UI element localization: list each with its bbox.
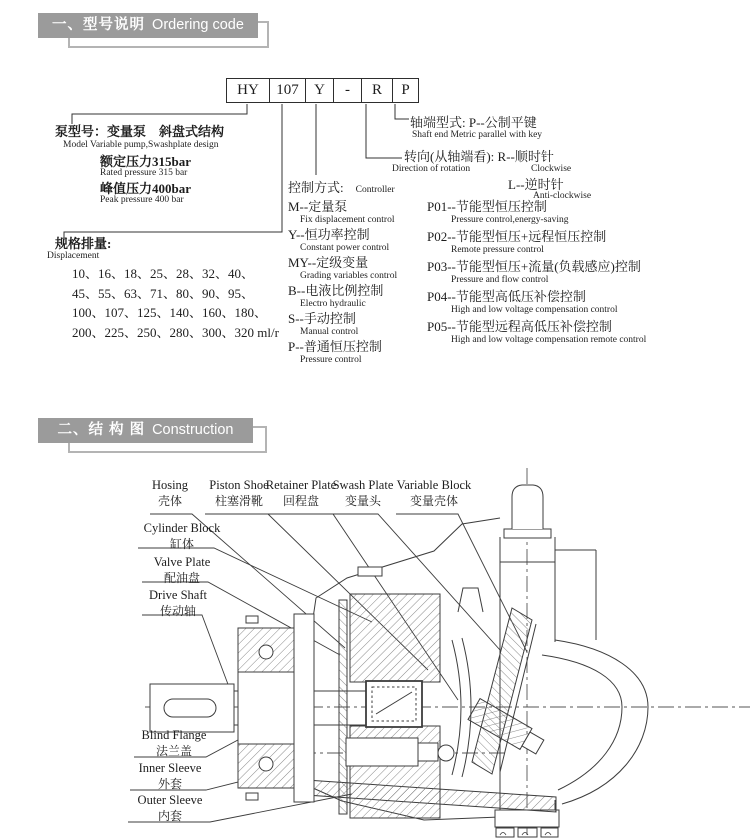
- variable-head-inner: [542, 655, 622, 790]
- model-line-en: Model Variable pump,Swashplate design: [63, 140, 219, 150]
- piston-head: [418, 743, 438, 761]
- bearing-ball: [259, 757, 273, 771]
- code-box-y: Y: [306, 78, 334, 103]
- controller-item: S--手动控制 Manual control: [288, 311, 359, 337]
- spline-block: [366, 681, 422, 727]
- code-box-dash: -: [334, 78, 362, 103]
- displacement-line: 100、107、125、140、160、180、: [72, 305, 268, 320]
- label-cylinder-block: Cylinder Block 缸体: [143, 521, 221, 551]
- displacement-values: [72, 264, 279, 342]
- label-outer-sleeve: Outer Sleeve 内套: [137, 793, 203, 823]
- controller-title-en: Controller: [355, 185, 395, 195]
- anticlockwise-cn: L--逆时针: [508, 177, 564, 192]
- controller-title-cn: 控制方式:: [288, 180, 344, 195]
- column-cap: [512, 485, 543, 529]
- section1-header: [38, 13, 258, 38]
- controller-item: B--电液比例控制 Electro hydraulic: [288, 283, 384, 309]
- shaft-end-cn: 轴端型式: P--公制平键: [410, 115, 537, 130]
- rotation-cn: 转向(从轴端看): R--顺时针: [404, 149, 554, 164]
- section2-header: [38, 418, 253, 443]
- controller-item: M--定量泵 Fix displacement control: [288, 199, 395, 225]
- column-base: [495, 810, 559, 827]
- column-flange: [504, 529, 551, 538]
- peak-pressure-en: Peak pressure 400 bar: [100, 195, 184, 205]
- foot: [496, 828, 514, 837]
- piston-body: [346, 738, 418, 766]
- controller-item: MY--定级变量 Grading variables control: [288, 255, 398, 281]
- swash-plate-part: [472, 608, 532, 774]
- displacement-line: 200、225、250、280、300、320 ml/r: [72, 324, 279, 340]
- bearing-ball: [259, 645, 273, 659]
- housing-step: [358, 567, 382, 576]
- anticlockwise-en: Anti-clockwise: [533, 191, 592, 201]
- controller-p-list: [427, 198, 646, 348]
- bolt: [246, 616, 258, 623]
- controller-item: Y--恒功率控制 Constant power control: [288, 227, 390, 253]
- label-hosing: Hosing 壳体: [151, 478, 189, 508]
- foot: [518, 828, 537, 837]
- model-line-cn: 泵型号：变量泵 斜盘式结构: [55, 124, 225, 139]
- displacement-line: 45、55、63、71、80、90、95、: [72, 285, 255, 301]
- foot-marks: [500, 833, 551, 836]
- housing-lug: [458, 588, 483, 612]
- controller-p-item: P02--节能型恒压+远程恒压控制 Remote pressure control: [427, 229, 607, 255]
- valve-plate-part: [339, 600, 347, 814]
- rotation-en: Direction of rotation: [392, 164, 471, 174]
- code-box-r: R: [362, 78, 393, 103]
- peak-pressure-cn: 峰值压力400bar: [100, 181, 192, 196]
- label-drive-shaft: Drive Shaft 传动轴: [149, 588, 207, 618]
- controller-item: P--普通恒压控制 Pressure control: [288, 339, 382, 365]
- bolt: [246, 793, 258, 800]
- rated-pressure-en: Rated pressure 315 bar: [100, 168, 188, 178]
- variable-head-dome: [555, 640, 648, 804]
- pump-cross-section-diagram: [0, 460, 750, 838]
- drive-shaft-end: [150, 684, 234, 732]
- foot: [541, 828, 558, 837]
- section2-title-en: Construction: [152, 422, 234, 438]
- displacement-title-en: Displacement: [47, 251, 100, 261]
- label-swash-plate: Swash Plate 变量头: [332, 478, 394, 508]
- controller-p-item: P03--节能型恒压+流量(负载感应)控制 Pressure and flow control: [427, 259, 641, 285]
- rated-pressure-cn: 额定压力315bar: [100, 154, 192, 169]
- section1-title-en: Ordering code: [152, 17, 244, 33]
- code-box-hy: HY: [226, 78, 270, 103]
- section2-title-cn: 二、结 构 图: [57, 422, 146, 438]
- clockwise-en: Clockwise: [531, 164, 572, 174]
- piston-shoe-ball: [438, 745, 454, 761]
- shaft-end-en: Shaft end Metric parallel with key: [412, 130, 543, 140]
- retainer-plate-part: [452, 638, 471, 777]
- label-blind-flange: Blind Flange 法兰盖: [141, 728, 207, 758]
- label-piston-shoe: Piston Shoe 柱塞滑靴: [209, 478, 269, 508]
- label-inner-sleeve: Inner Sleeve 外套: [138, 761, 202, 791]
- label-variable-block: Variable Block 变量壳体: [396, 478, 472, 508]
- displacement-title-cn: 规格排量:: [55, 236, 112, 251]
- controller-p-item: P04--节能型高低压补偿控制 High and low voltage compensation control: [427, 289, 618, 315]
- label-valve-plate: Valve Plate 配油盘: [153, 555, 211, 585]
- section1-title-cn: 一、型号说明: [52, 17, 146, 33]
- cylinder-block-upper: [350, 594, 440, 682]
- controller-p-item: P05--节能型远程高低压补偿控制 High and low voltage compensation remote control: [427, 319, 647, 345]
- ordering-code-boxes: [226, 78, 419, 103]
- code-box-p: P: [393, 78, 419, 103]
- label-retainer-plate: Retainer Plate 回程盘: [265, 478, 337, 508]
- controller-title: [288, 177, 395, 197]
- controller-p-item: P01--节能型恒压控制 Pressure control,energy-saving: [427, 199, 569, 225]
- controller-list: [288, 198, 397, 366]
- code-box-107: 107: [270, 78, 306, 103]
- flange-ring: [294, 614, 314, 802]
- displacement-line: 10、16、18、25、28、32、40、: [72, 266, 255, 281]
